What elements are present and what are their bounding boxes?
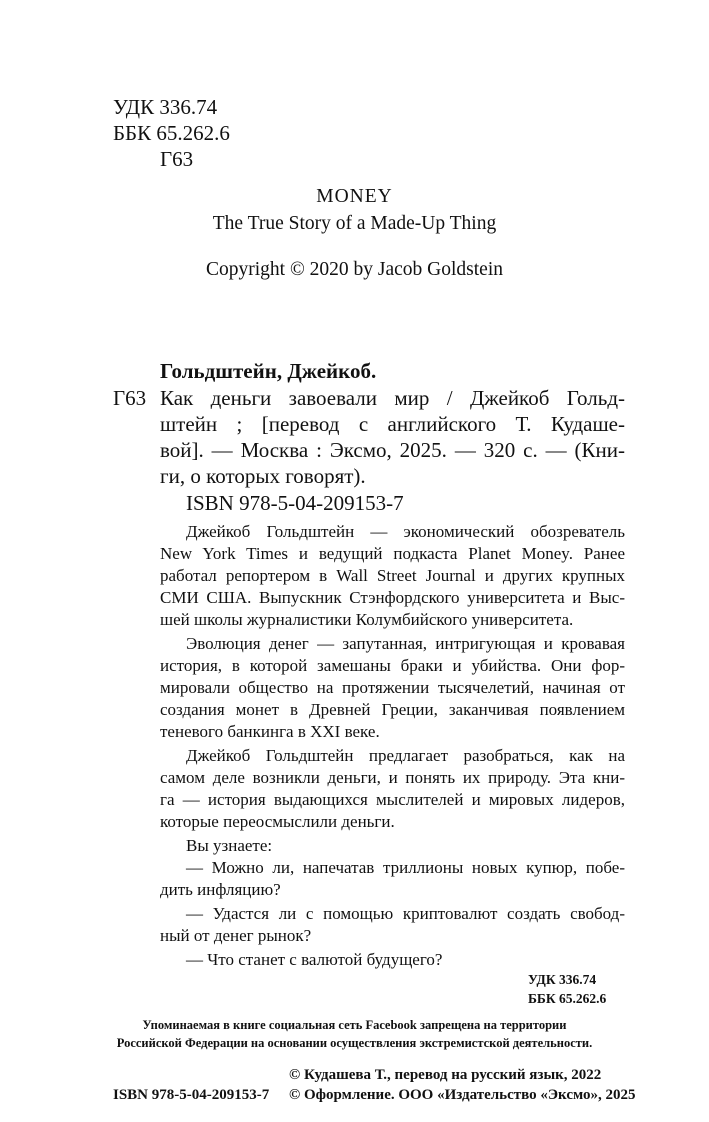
annotation-line: работал репортером в Wall Street Journal и других крупных (160, 566, 625, 585)
facebook-notice-line: Российской Федерации на основании осуществления экстремистской деятельности. (116, 1036, 593, 1050)
annotation-line: мировали общество на протяжении тысячелетий, начиная от (160, 678, 625, 697)
entry-mark: Г63 (113, 386, 147, 410)
bbk-code-small: ББК 65.262.6 (528, 991, 607, 1006)
udk-code-small: УДК 336.74 (528, 972, 597, 987)
entry-line: штейн ; [перевод с английского Т. Кудаше- (160, 412, 625, 436)
entry-line: Как деньги завоевали мир / Джейкоб Гольд- (160, 386, 625, 410)
annotation-line: шей школы журналистики Колумбийского университета. (160, 610, 574, 629)
annotation-line: New York Times и ведущий подкаста Planet Money. Ранее (160, 544, 625, 563)
annotation-line: создания монет в Древней Греции, заканчивая появлением (160, 700, 625, 719)
entry-heading: Гольдштейн, Джейкоб. (160, 359, 377, 383)
annotation-line: Вы узнаете: (186, 836, 273, 855)
design-copyright: © Оформление. ООО «Издательство «Эксмо», 2025 (289, 1087, 636, 1103)
facebook-notice-line: Упоминаемая в книге социальная сеть Facebook запрещена на территории (142, 1018, 567, 1032)
annotation-line: Джейкоб Гольдштейн — экономический обозреватель (186, 522, 625, 541)
annotation-line: теневого банкинга в XXI веке. (160, 722, 380, 741)
udk-code: УДК 336.74 (113, 95, 218, 119)
annotation-line: Джейкоб Гольдштейн предлагает разобраться, как на (186, 746, 625, 765)
original-title: MONEY (316, 186, 393, 207)
annotation-line: самом деле возникли деньги, и понять их природу. Эта кни- (160, 768, 625, 787)
footer-isbn: ISBN 978-5-04-209153-7 (113, 1087, 270, 1103)
bbk-code: ББК 65.262.6 (113, 121, 230, 145)
translation-copyright: © Кудашева Т., перевод на русский язык, 2022 (289, 1067, 602, 1083)
annotation-line: история, в которой замешаны браки и убийства. Они фор- (160, 656, 625, 675)
annotation-line: дить инфляцию? (160, 880, 281, 899)
original-copyright: Copyright © 2020 by Jacob Goldstein (205, 259, 503, 280)
author-mark: Г63 (160, 147, 194, 171)
annotation-line: — Можно ли, напечатав триллионы новых купюр, побе- (186, 858, 625, 877)
annotation-line: — Удастся ли с помощью криптовалют создать свобод- (186, 904, 625, 923)
entry-line: ги, о которых говорят). (160, 464, 366, 488)
annotation-line: ный от денег рынок? (160, 926, 312, 945)
entry-isbn: ISBN 978-5-04-209153-7 (186, 491, 404, 515)
original-subtitle: The True Story of a Made-Up Thing (212, 213, 497, 234)
annotation-line: Эволюция денег — запутанная, интригующая и кровавая (186, 634, 625, 653)
annotation-line: которые переосмыслили деньги. (160, 812, 395, 831)
entry-line: вой]. — Москва : Эксмо, 2025. — 320 с. — (Кни- (160, 438, 625, 462)
annotation-line: га — история выдающихся мыслителей и мировых лидеров, (160, 790, 625, 809)
annotation-line: — Что станет с валютой будущего? (186, 950, 443, 969)
annotation-line: СМИ США. Выпускник Стэнфордского университета и Выс- (160, 588, 625, 607)
